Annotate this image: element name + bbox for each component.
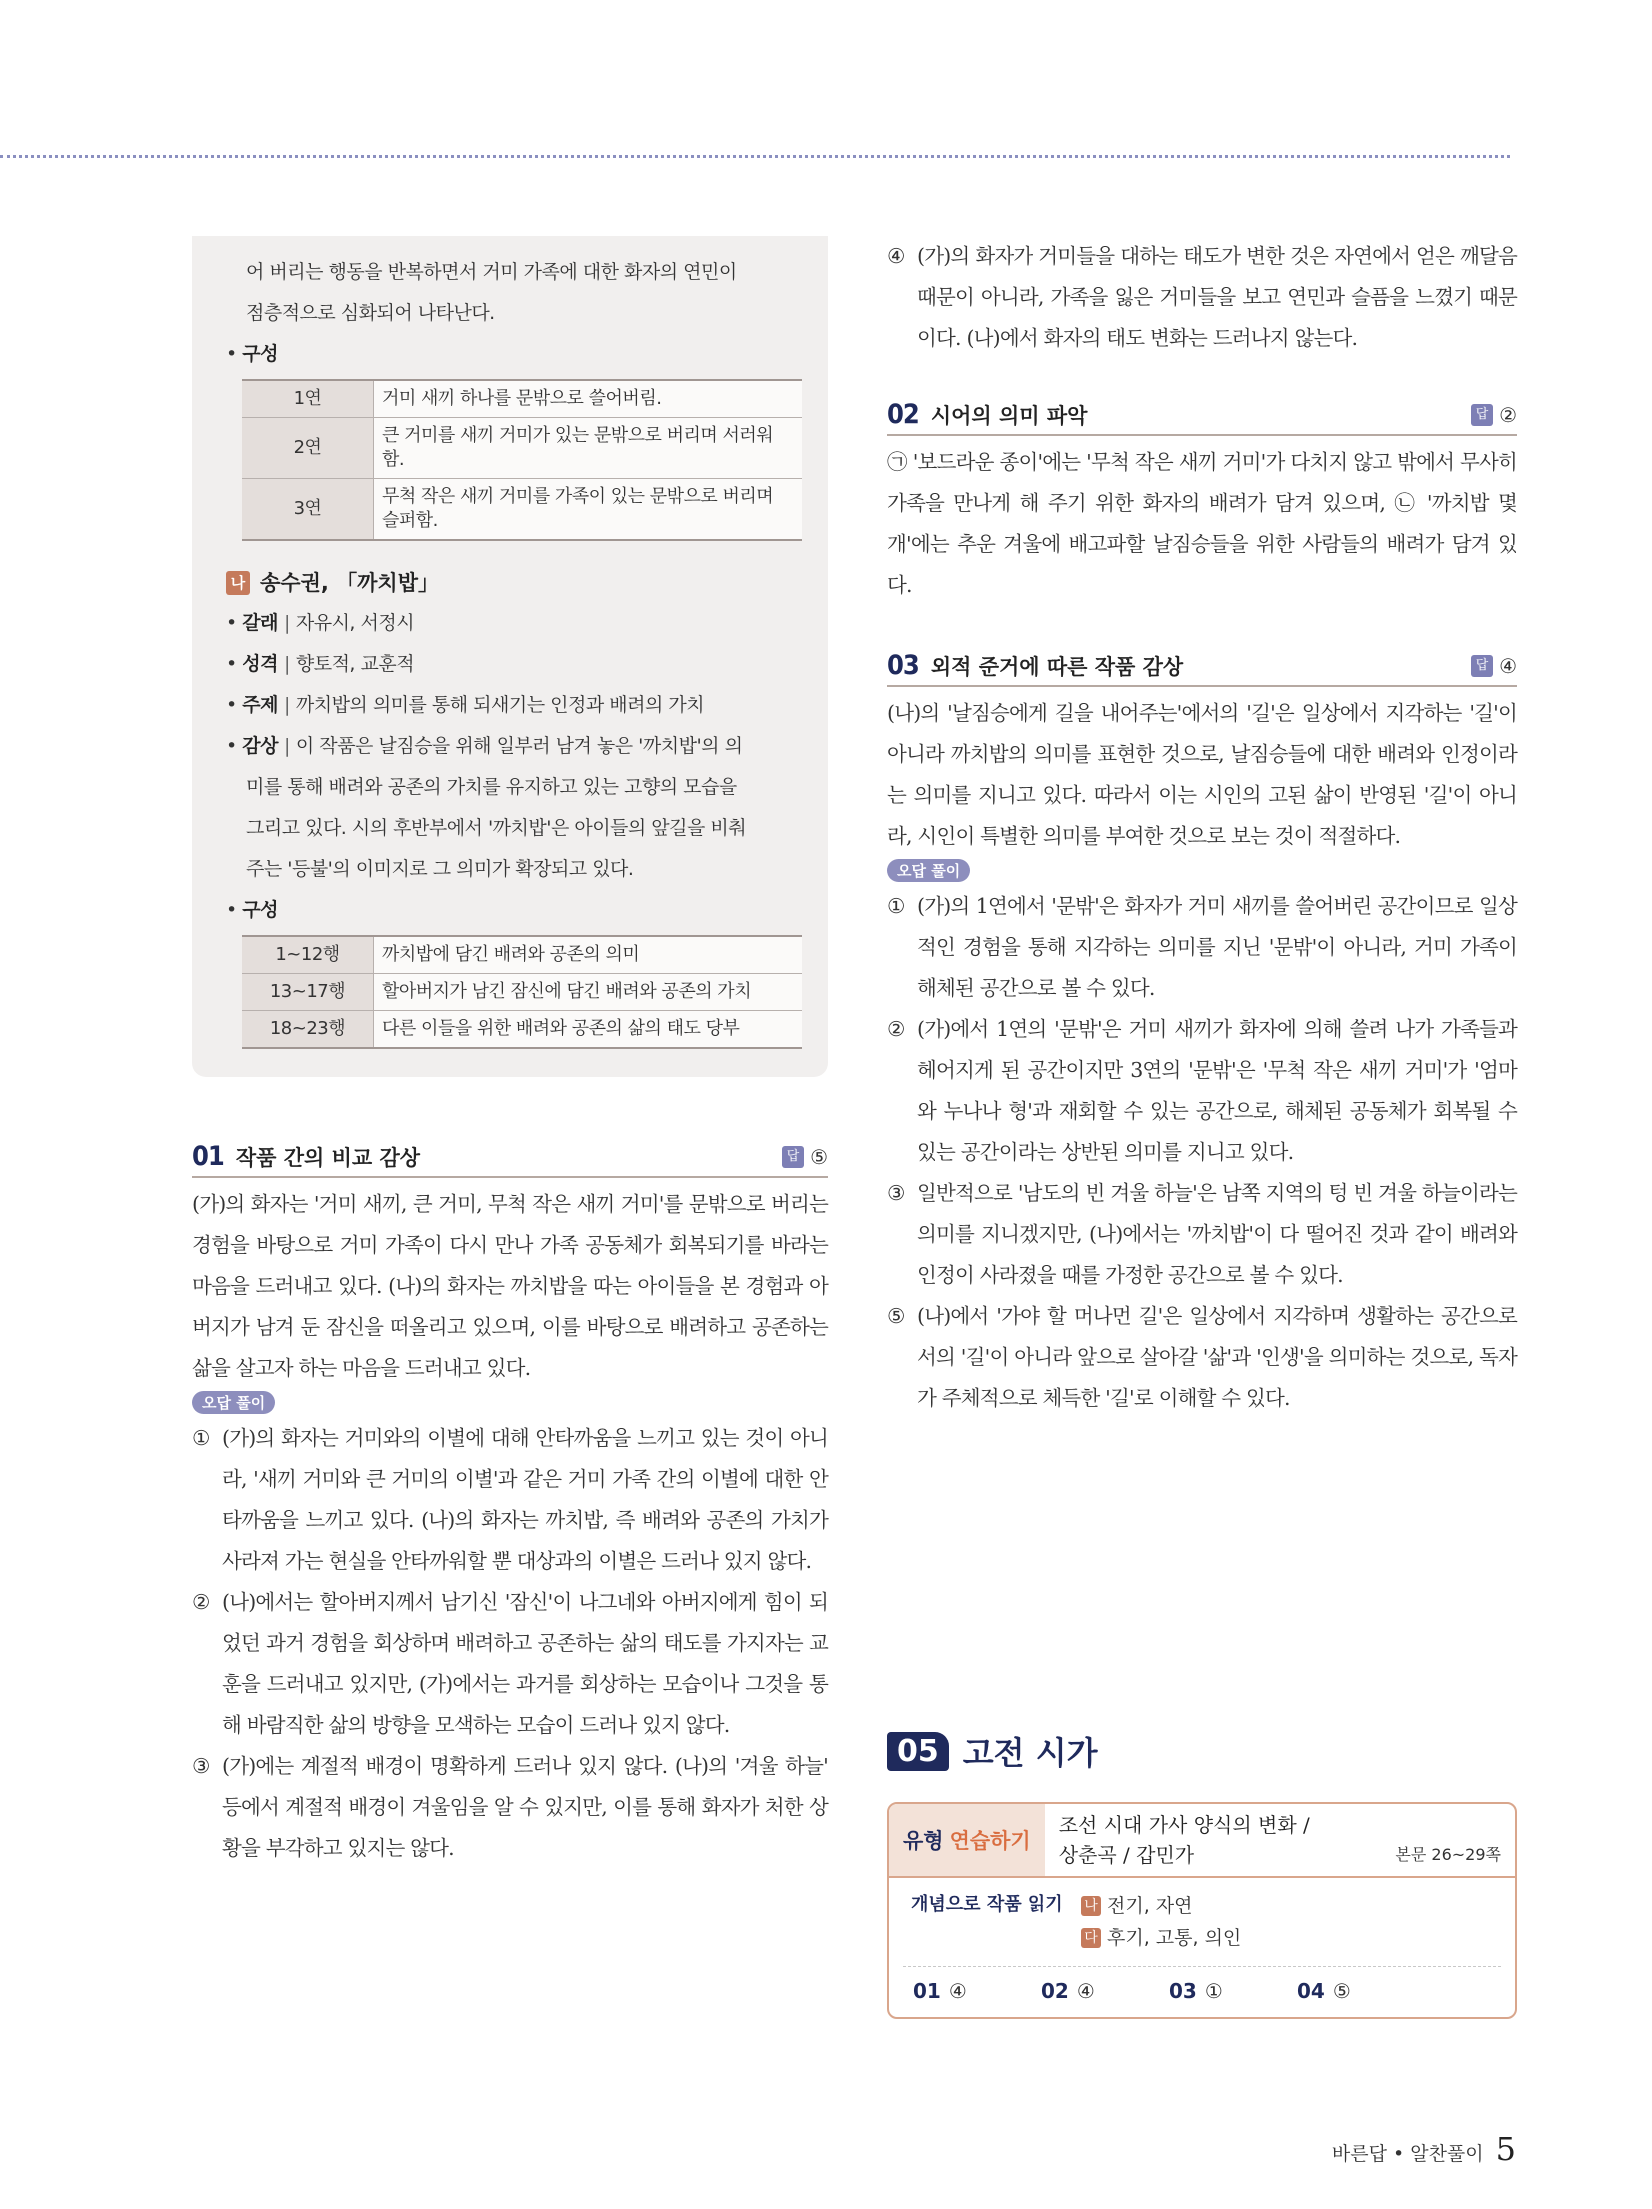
table-row bbox=[242, 974, 802, 1011]
wrong-answer-label: 오답 풀이 bbox=[887, 859, 970, 882]
question-number: 03 bbox=[887, 650, 919, 681]
work-title: 나 송수권, 「까치밥」 bbox=[226, 567, 804, 597]
theme-line: • 주제 | 까치밥의 의미를 통해 되새기는 인정과 배려의 가치 bbox=[226, 694, 705, 716]
structure-heading: • 구성 bbox=[226, 343, 278, 365]
question-03 bbox=[887, 650, 1517, 1419]
structure-table-na bbox=[242, 935, 802, 1049]
wrong-answer-label: 오답 풀이 bbox=[192, 1391, 275, 1414]
answer-indicator: 답 ② bbox=[1471, 403, 1517, 427]
practice-topic: 조선 시대 가사 양식의 변화 / bbox=[1058, 1813, 1310, 1837]
table-value: 거미 새끼 하나를 문밖으로 쓸어버림. bbox=[374, 380, 803, 418]
table-key: 3연 bbox=[242, 479, 374, 541]
answer-key-item: 02 ④ bbox=[1041, 1979, 1095, 2003]
chapter-title: 고전 시가 bbox=[962, 1734, 1098, 1772]
list-item: ③ 일반적으로 '남도의 빈 겨울 하늘'은 남쪽 지역의 텅 빈 겨울 하늘이라는 의미를 지니겠지만, (나)에서는 '까치밥'이 다 떨어진 것과 같이 배려와 인정이 사라졌을 때를 가정한 공간으로 볼 수 있다. bbox=[887, 1181, 1517, 1287]
nature-line: • 성격 | 향토적, 교훈적 bbox=[226, 653, 415, 675]
answer-key-item: 03 ① bbox=[1169, 1979, 1223, 2003]
practice-box bbox=[887, 1802, 1517, 2019]
table-row bbox=[242, 1011, 802, 1049]
table-value: 무척 작은 새끼 거미를 가족이 있는 문밖으로 버리며 슬퍼함. bbox=[374, 479, 803, 541]
question-number: 01 bbox=[192, 1141, 224, 1172]
explanation-paragraph: ㉠ '보드라운 종이'에는 '무척 작은 새끼 거미'가 다치지 않고 밖에서 무사히 가족을 만나게 해 주기 위한 화자의 배려가 담겨 있으며, ㉡ '까치밥 몇 개'에는 추운 겨울에 배고파할 날짐승들을 위한 사람들의 배려가 담겨 있다. bbox=[887, 450, 1517, 597]
table-row bbox=[242, 936, 802, 974]
practice-info bbox=[1045, 1804, 1515, 1876]
chapter-section bbox=[887, 1728, 1517, 2019]
explanation-paragraph: (나)의 '날짐승에게 길을 내어주는'에서의 '길'은 일상에서 지각하는 '길'이 아니라 까치밥의 의미를 표현한 것으로, 날짐승들에 대한 배려와 인정이라는 의미를 지니고 있다. 따라서 이는 시인의 고된 삶이 반영된 '길'이 아니라, 시인이 특별한 의미를 부여한 것으로 보는 것이 적절하다. bbox=[887, 701, 1517, 848]
table-value: 큰 거미를 새끼 거미가 있는 문밖으로 버리며 서러워함. bbox=[374, 418, 803, 479]
table-key: 2연 bbox=[242, 418, 374, 479]
concept-row: 다 후기, 고통, 의인 bbox=[1081, 1922, 1241, 1954]
question-header bbox=[192, 1141, 828, 1178]
answer-indicator: 답 ⑤ bbox=[782, 1145, 828, 1169]
answer-indicator: 답 ④ bbox=[1471, 654, 1517, 678]
appreciation-line: 주는 '등불'의 이미지로 그 의미가 확장되고 있다. bbox=[246, 858, 634, 880]
header-dotted-rule bbox=[0, 155, 1510, 158]
list-item: ① (가)의 화자는 거미와의 이별에 대해 안타까움을 느끼고 있는 것이 아니라, '새끼 거미와 큰 거미의 이별'과 같은 거미 가족 간의 이별에 대한 안타까움을 느끼고 있다. (나)의 화자는 까치밥, 즉 배려와 공존의 가치가 사라져 가는 현실을 안타까워할 뿐 대상과의 이별은 드러나 있지 않다. bbox=[192, 1426, 828, 1573]
table-row bbox=[242, 380, 802, 418]
table-row bbox=[242, 418, 802, 479]
list-item: ① (가)의 1연에서 '문밖'은 화자가 거미 새끼를 쓸어버린 공간이므로 일상적인 경험을 통해 지각하는 의미를 지닌 '문밖'이 아니라, 거미 가족이 해체된 공간으로 볼 수 있다. bbox=[887, 894, 1517, 1000]
concept-reading bbox=[889, 1878, 1515, 1958]
list-item: ② (나)에서는 할아버지께서 남기신 '잠신'이 나그네와 아버지에게 힘이 되었던 과거 경험을 회상하며 배려하고 공존하는 삶의 태도를 가지자는 교훈을 드러내고 있지만, (가)에서는 과거를 회상하는 모습이나 그것을 통해 바람직한 삶의 방향을 모색하는 모습이 드러나 있지 않다. bbox=[192, 1590, 828, 1737]
summary-box bbox=[192, 236, 828, 1077]
appreciation-line: 그리고 있다. 시의 후반부에서 '까치밥'은 아이들의 앞길을 비춰 bbox=[246, 817, 747, 839]
right-column bbox=[887, 236, 1517, 2003]
page-footer bbox=[1332, 2130, 1516, 2168]
page-number: 5 bbox=[1495, 2130, 1516, 2168]
list-item: ⑤ (나)에서 '가야 할 머나먼 길'은 일상에서 지각하며 생활하는 공간으로서의 '길'이 아니라 앞으로 살아갈 '삶'과 '인생'을 의미하는 것으로, 독자가 주체적으로 체득한 '길'로 이해할 수 있다. bbox=[887, 1304, 1517, 1410]
question-number: 02 bbox=[887, 399, 919, 430]
answer-key bbox=[903, 1966, 1501, 2017]
question-header bbox=[887, 399, 1517, 436]
list-item: ④ (가)의 화자가 거미들을 대하는 태도가 변한 것은 자연에서 얻은 깨달음 때문이 아니라, 가족을 잃은 거미들을 보고 연민과 슬픔을 느꼈기 때문이다. (나)에서 화자의 태도 변화는 드러나지 않는다. bbox=[887, 244, 1517, 350]
list-item: ③ (가)에는 계절적 배경이 명확하게 드러나 있지 않다. (나)의 '겨울 하늘' 등에서 계절적 배경이 겨울임을 알 수 있지만, 이를 통해 화자가 처한 상황을 부각하고 있지는 않다. bbox=[192, 1754, 828, 1860]
practice-badge: 유형 연습하기 bbox=[889, 1804, 1045, 1876]
footer-book-title: 바른답 • 알찬풀이 bbox=[1331, 2143, 1484, 2165]
answer-tag: 답 bbox=[1471, 404, 1493, 426]
table-key: 1~12행 bbox=[242, 936, 374, 974]
na-badge: 나 bbox=[226, 571, 250, 595]
explanation-paragraph: (가)의 화자는 '거미 새끼, 큰 거미, 무척 작은 새끼 거미'를 문밖으로 버리는 경험을 바탕으로 거미 가족이 다시 만나 가족 공동체가 회복되기를 바라는 마음을 드러내고 있다. (나)의 화자는 까치밥을 따는 아이들을 본 경험과 아버지가 남겨 둔 잠신을 떠올리고 있으며, 이를 바탕으로 배려하고 공존하는 삶을 살고자 하는 마음을 드러내고 있다. bbox=[192, 1192, 828, 1380]
table-key: 18~23행 bbox=[242, 1011, 374, 1049]
question-title: 외적 준거에 따른 작품 감상 bbox=[930, 654, 1184, 679]
question-02 bbox=[887, 399, 1517, 606]
question-title: 시어의 의미 파악 bbox=[930, 403, 1088, 428]
answer-key-item: 01 ④ bbox=[913, 1979, 967, 2003]
practice-works: 상춘곡 / 갑민가 bbox=[1058, 1843, 1195, 1867]
answer-tag: 답 bbox=[1471, 655, 1493, 677]
answer-key-item: 04 ⑤ bbox=[1297, 1979, 1351, 2003]
table-value: 까치밥에 담긴 배려와 공존의 의미 bbox=[374, 936, 803, 974]
table-key: 1연 bbox=[242, 380, 374, 418]
genre-line: • 갈래 | 자유시, 서정시 bbox=[226, 612, 415, 634]
chapter-number: 05 bbox=[887, 1732, 949, 1771]
appreciation-line: • 감상 | 이 작품은 날짐승을 위해 일부러 남겨 놓은 '까치밥'의 의 bbox=[226, 735, 743, 757]
answer-tag: 답 bbox=[782, 1146, 804, 1168]
list-item: ② (가)에서 1연의 '문밖'은 거미 새끼가 화자에 의해 쓸려 나가 가족들과 헤어지게 된 공간이지만 3연의 '문밖'은 '무척 작은 새끼 거미'가 '엄마와 누나나 형'과 재회할 수 있는 공간으로, 해체된 공동체가 회복될 수 있는 공간이라는 상반된 의미를 지니고 있다. bbox=[887, 1017, 1517, 1164]
table-value: 다른 이들을 위한 배려와 공존의 삶의 태도 당부 bbox=[374, 1011, 803, 1049]
table-value: 할아버지가 남긴 잠신에 담긴 배려와 공존의 가치 bbox=[374, 974, 803, 1011]
table-row bbox=[242, 479, 802, 541]
question-header bbox=[887, 650, 1517, 687]
practice-header bbox=[889, 1804, 1515, 1878]
summary-line: 점층적으로 심화되어 나타난다. bbox=[246, 302, 495, 324]
question-01 bbox=[192, 1141, 828, 1869]
left-column bbox=[192, 236, 828, 1869]
concept-label: 개념으로 작품 읽기 bbox=[911, 1894, 1063, 1915]
page-reference: 본문 26~29쪽 bbox=[1395, 1845, 1501, 1864]
chapter-heading bbox=[887, 1728, 1517, 1774]
structure-heading: • 구성 bbox=[226, 899, 278, 921]
structure-table-ga bbox=[242, 379, 802, 541]
summary-line: 어 버리는 행동을 반복하면서 거미 가족에 대한 화자의 연민이 bbox=[246, 261, 737, 283]
table-key: 13~17행 bbox=[242, 974, 374, 1011]
concept-row: 나 전기, 자연 bbox=[1081, 1890, 1241, 1922]
question-title: 작품 간의 비교 감상 bbox=[235, 1145, 421, 1170]
appreciation-line: 미를 통해 배려와 공존의 가치를 유지하고 있는 고향의 모습을 bbox=[246, 776, 737, 798]
